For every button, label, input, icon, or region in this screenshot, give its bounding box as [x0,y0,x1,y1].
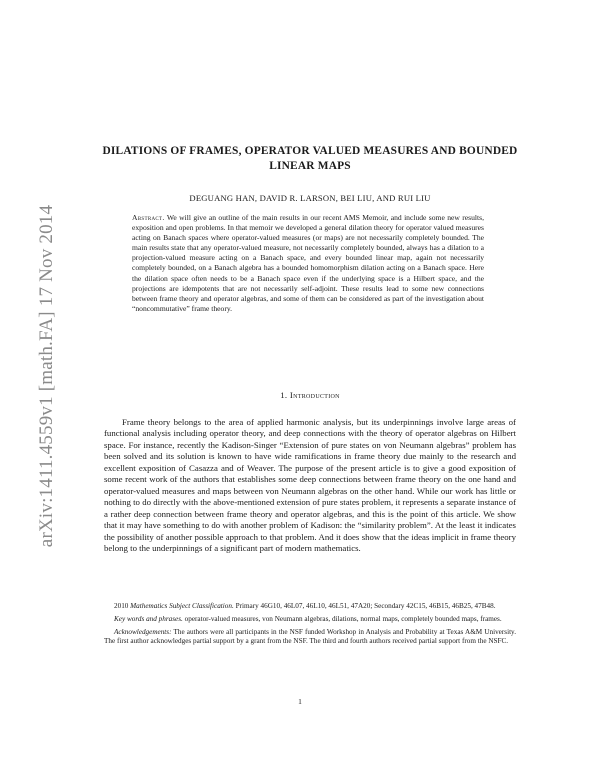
abstract [132,213,484,314]
ack-label: Acknowledgements: [114,627,172,636]
author-list: DEGUANG HAN, DAVID R. LARSON, BEI LIU, AND RUI LIU [189,193,431,203]
keywords-text: operator-valued measures, von Neumann algebras, dilations, normal maps, completely bounded maps, frames. [184,614,502,623]
msc-label: Mathematics Subject Classification. [130,602,234,610]
ack-text: The authors were all participants in the NSF funded Workshop in Analysis and Probability at Texas A&M University. The first author acknowledges partial support by a grant from the NSF. The third and fourth authors received partial support from the NSFC. [104,627,516,646]
paper-title: DILATIONS OF FRAMES, OPERATOR VALUED MEASURES AND BOUNDED LINEAR MAPS [102,145,518,172]
section-number: 1. [280,390,288,400]
footnote-msc [104,602,516,612]
msc-prefix: 2010 [114,602,129,610]
footnote-acknowledgements [104,628,516,648]
keywords-label: Key words and phrases. [114,614,183,623]
intro-paragraph: Frame theory belongs to the area of applied harmonic analysis, but its underpinnings involve large areas of functional analysis including operator theory, and deep connections with the theory of operator algebras on Hilbert space. For instance, recently the Kadison-Singer “Extension of pure states on von Neumann algebras” problem has been solved and its solution is known to have wide ramifications in frame theory due mainly to the research and excellent exposition of Casazza and of Weaver. The purpose of the present article is to give a good exposition of some recent work of the authors that establishes some deep connections between frame theory on the one hand and operator-valued measures and maps between von Neumann algebras on the other hand. While our work has little or nothing to do directly with the above-mentioned extension of pure states problem, it represents a separate instance of a rather deep connection between frame theory and operator algebras, and this is the point of this article. We show that it may have something to do with another problem of Kadison: the “similarity problem”. At the least it indicates the possibility of another possible approach to that problem. And it does show that the ideas implicit in frame theory belong to the underpinnings of a significant part of modern mathematics. [104,416,516,554]
footnote-keywords [104,615,516,625]
arxiv-identifier: arXiv:1411.4559v1 [math.FA] 17 Nov 2014 [36,204,58,548]
arxiv-side-stamp [36,176,58,576]
section-heading [90,390,530,400]
footnotes [104,602,516,650]
page-number: 1 [298,697,302,706]
abstract-label: Abstract. [132,213,165,222]
abstract-text: We will give an outline of the main results in our recent AMS Memoir, and include some new results, exposition and open problems. In that memoir we developed a general dilation theory for operator valued measures acting on Banach spaces where operator-valued measures (or maps) are not necessarily completely bounded. The main results state that any operator-valued measure, not necessarily completely bounded, always has a dilation to a projection-valued measure acting on a Banach space, and every bounded linear map, again not necessarily completely bounded, on a Banach algebra has a bounded homomorphism dilation acting on a Banach space. Here the dilation space often needs to be a Banach space even if the underlying space is a Hilbert space, and the projections are idempotents that are not necessarily self-adjoint. These results lead to some new connections between frame theory and operator algebras, and some of them can be considered as part of the investigation about “noncommutative” frame theory. [132,213,484,313]
section-title: Introduction [289,390,340,400]
msc-text: Primary 46G10, 46L07, 46L10, 46L51, 47A20; Secondary 42C15, 46B15, 46B25, 47B48. [235,602,496,610]
